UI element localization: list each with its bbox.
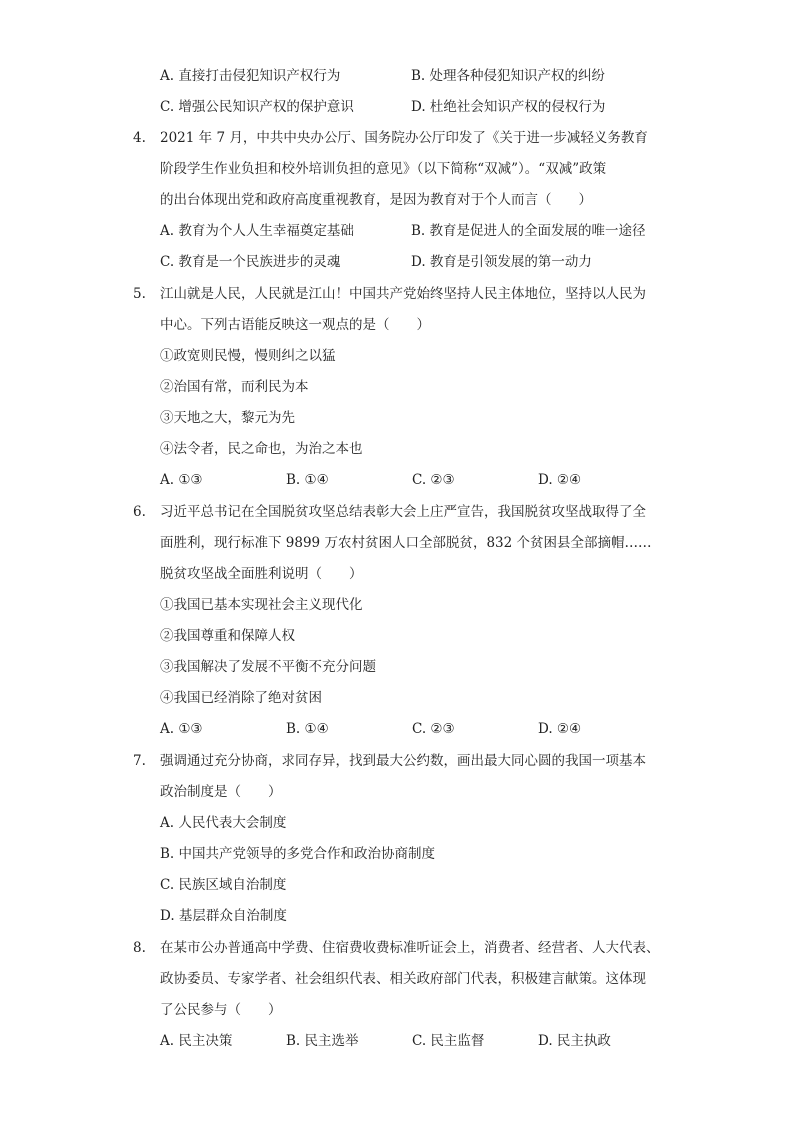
q6-stem-line-2: 面胜利，现行标准下 9899 万农村贫困人口全部脱贫，832 个贫困县全部摘帽…… xyxy=(160,535,652,551)
q8-option-d: D. 民主执政 xyxy=(538,1033,611,1049)
q3-option-a: A. 直接打击侵犯知识产权行为 xyxy=(160,68,341,84)
q3-option-b: B. 处理各种侵犯知识产权的纠纷 xyxy=(411,68,606,84)
q8-stem-line-2: 政协委员、专家学者、社会组织代表、相关政府部门代表，积极建言献策。这体现 xyxy=(160,971,646,987)
q4-stem-line-2: 阶段学生作业负担和校外培训负担的意见》（以下简称“双减”）。“双减”政策 xyxy=(160,161,607,177)
q5-item-2: ②治国有常，而利民为本 xyxy=(160,379,309,395)
q5-option-a: A. ①③ xyxy=(160,472,203,488)
q6-option-a: A. ①③ xyxy=(160,721,203,737)
q6-option-c: C. ②③ xyxy=(412,721,455,737)
q6-number: 6. xyxy=(133,504,146,520)
q6-item-3: ③我国解决了发展不平衡不充分问题 xyxy=(160,659,376,675)
q6-item-1: ①我国已基本实现社会主义现代化 xyxy=(160,597,363,613)
q6-stem-line-1: 习近平总书记在全国脱贫攻坚总结表彰大会上庄严宣告，我国脱贫攻坚战取得了全 xyxy=(160,504,646,520)
q5-item-4: ④法令者，民之命也，为治之本也 xyxy=(160,441,363,457)
q6-option-d: D. ②④ xyxy=(538,721,582,737)
q7-number: 7. xyxy=(133,753,146,769)
q4-number: 4. xyxy=(133,130,146,146)
q7-option-a: A. 人民代表大会制度 xyxy=(160,815,287,831)
q6-option-b: B. ①④ xyxy=(286,721,329,737)
q5-stem-line-2: 中心。下列古语能反映这一观点的是（ ） xyxy=(160,317,430,333)
q6-item-4: ④我国已经消除了绝对贫困 xyxy=(160,690,322,706)
q5-item-1: ①政宽则民慢，慢则纠之以猛 xyxy=(160,348,336,364)
q5-option-c: C. ②③ xyxy=(412,472,455,488)
q5-item-3: ③天地之大，黎元为先 xyxy=(160,410,295,426)
q3-option-c: C. 增强公民知识产权的保护意识 xyxy=(160,99,354,115)
q4-option-a: A. 教育为个人人生幸福奠定基础 xyxy=(160,223,354,239)
q4-stem-line-3: 的出台体现出党和政府高度重视教育，是因为教育对于个人而言（ ） xyxy=(160,192,592,208)
q8-number: 8. xyxy=(133,940,146,956)
q5-number: 5. xyxy=(133,286,146,302)
q7-stem-line-2: 政治制度是（ ） xyxy=(160,784,282,800)
q5-option-b: B. ①④ xyxy=(286,472,329,488)
q5-stem-line-1: 江山就是人民，人民就是江山！中国共产党始终坚持人民主体地位，坚持以人民为 xyxy=(160,286,646,302)
q3-option-d: D. 杜绝社会知识产权的侵权行为 xyxy=(411,99,606,115)
q4-option-c: C. 教育是一个民族进步的灵魂 xyxy=(160,254,341,270)
q8-stem-line-1: 在某市公办普通高中学费、住宿费收费标准听证会上，消费者、经营者、人大代表、 xyxy=(160,940,660,956)
q8-option-a: A. 民主决策 xyxy=(160,1033,233,1049)
q4-option-d: D. 教育是引领发展的第一动力 xyxy=(411,254,592,270)
q6-stem-line-3: 脱贫攻坚战全面胜利说明（ ） xyxy=(160,566,363,582)
q7-stem-line-1: 强调通过充分协商，求同存异，找到最大公约数，画出最大同心圆的我国一项基本 xyxy=(160,753,646,769)
q7-option-c: C. 民族区域自治制度 xyxy=(160,877,287,893)
q4-option-b: B. 教育是促进人的全面发展的唯一途径 xyxy=(411,223,646,239)
q7-option-d: D. 基层群众自治制度 xyxy=(160,908,287,924)
q5-option-d: D. ②④ xyxy=(538,472,582,488)
q4-stem-line-1: 2021 年 7 月，中共中央办公厅、国务院办公厅印发了《关于进一步减轻义务教育 xyxy=(160,130,648,146)
q8-option-b: B. 民主选举 xyxy=(286,1033,359,1049)
q8-option-c: C. 民主监督 xyxy=(412,1033,485,1049)
q7-option-b: B. 中国共产党领导的多党合作和政治协商制度 xyxy=(160,846,436,862)
q6-item-2: ②我国尊重和保障人权 xyxy=(160,628,295,644)
q8-stem-line-3: 了公民参与（ ） xyxy=(160,1002,282,1018)
